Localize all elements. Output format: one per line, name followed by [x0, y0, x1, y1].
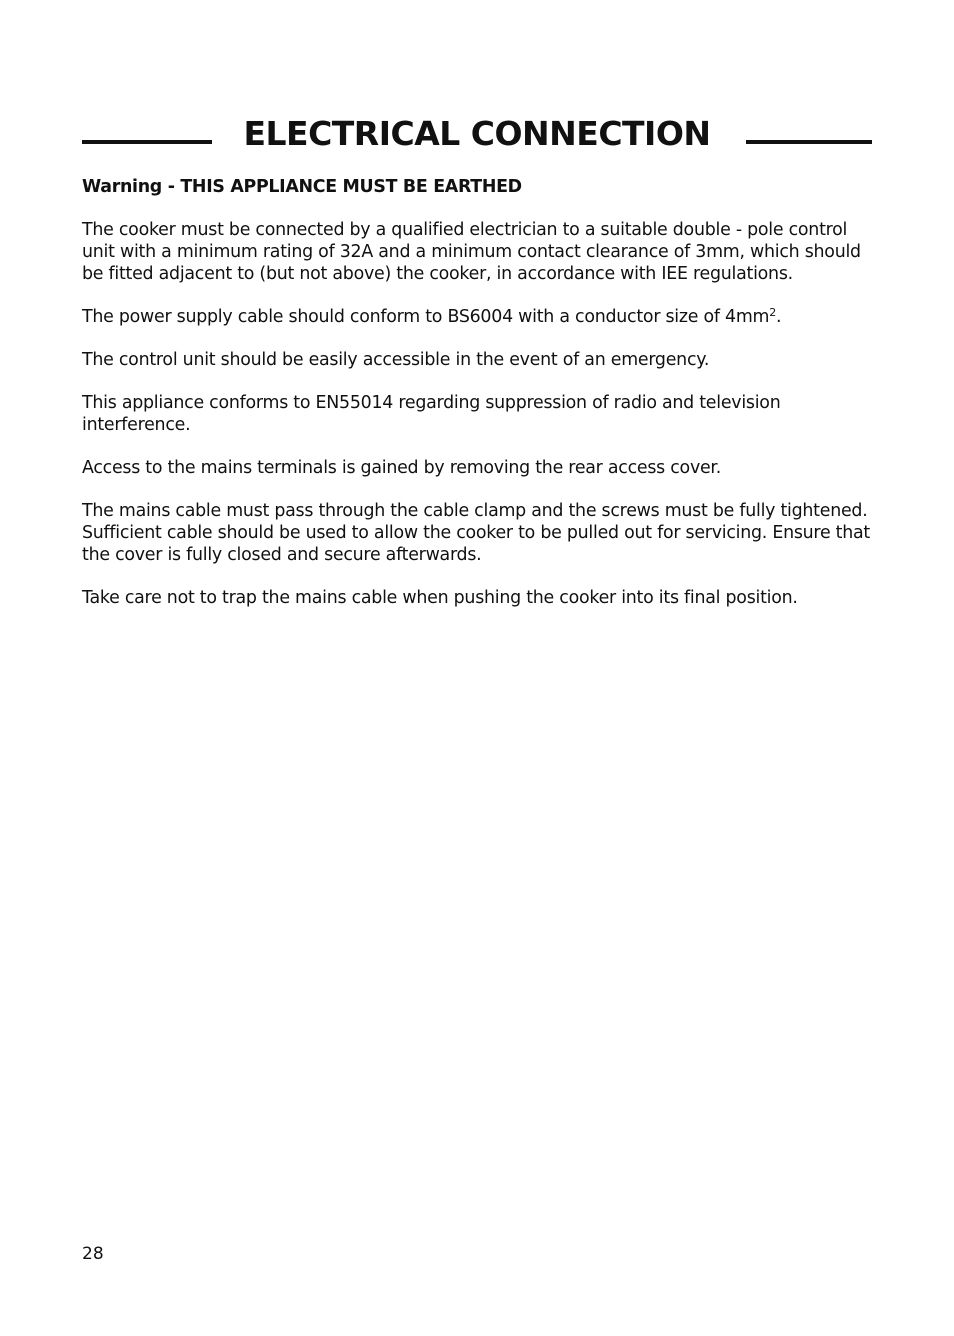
- body-text: [82, 176, 876, 630]
- section-header: [82, 110, 872, 160]
- power-cable-text: The power supply cable should conform to BS6004 with a conductor size of 4mm: [82, 307, 770, 327]
- earthing-warning: Warning - THIS APPLIANCE MUST BE EARTHED: [82, 177, 522, 197]
- paragraph-en55014: This appliance conforms to EN55014 regarding suppression of radio and television interference.: [82, 393, 781, 435]
- title-rule-right: [746, 140, 872, 144]
- paragraph-power-cable: [82, 306, 876, 328]
- power-cable-end: .: [775, 307, 782, 327]
- paragraph-control-unit: The control unit should be easily accessible in the event of an emergency.: [82, 350, 710, 370]
- page-number: 28: [82, 1244, 104, 1264]
- page-title: ELECTRICAL CONNECTION: [243, 114, 711, 153]
- paragraph-cable-clamp: The mains cable must pass through the cable clamp and the screws must be fully tightened. Sufficient cable should be used to allow the cooker to be pulled out for servicing. Ensure that the cover is fully closed and secure afterwards.: [82, 501, 870, 565]
- paragraph-access: Access to the mains terminals is gained by removing the rear access cover.: [82, 458, 722, 478]
- paragraph-final-position: Take care not to trap the mains cable when pushing the cooker into its final position.: [82, 588, 798, 608]
- paragraph-connection: The cooker must be connected by a qualified electrician to a suitable double - pole control unit with a minimum rating of 32A and a minimum contact clearance of 3mm, which should be fitted adjacent to (but not above) the cooker, in accordance with IEE regulations.: [82, 220, 861, 284]
- superscript-squared: 2: [769, 306, 776, 319]
